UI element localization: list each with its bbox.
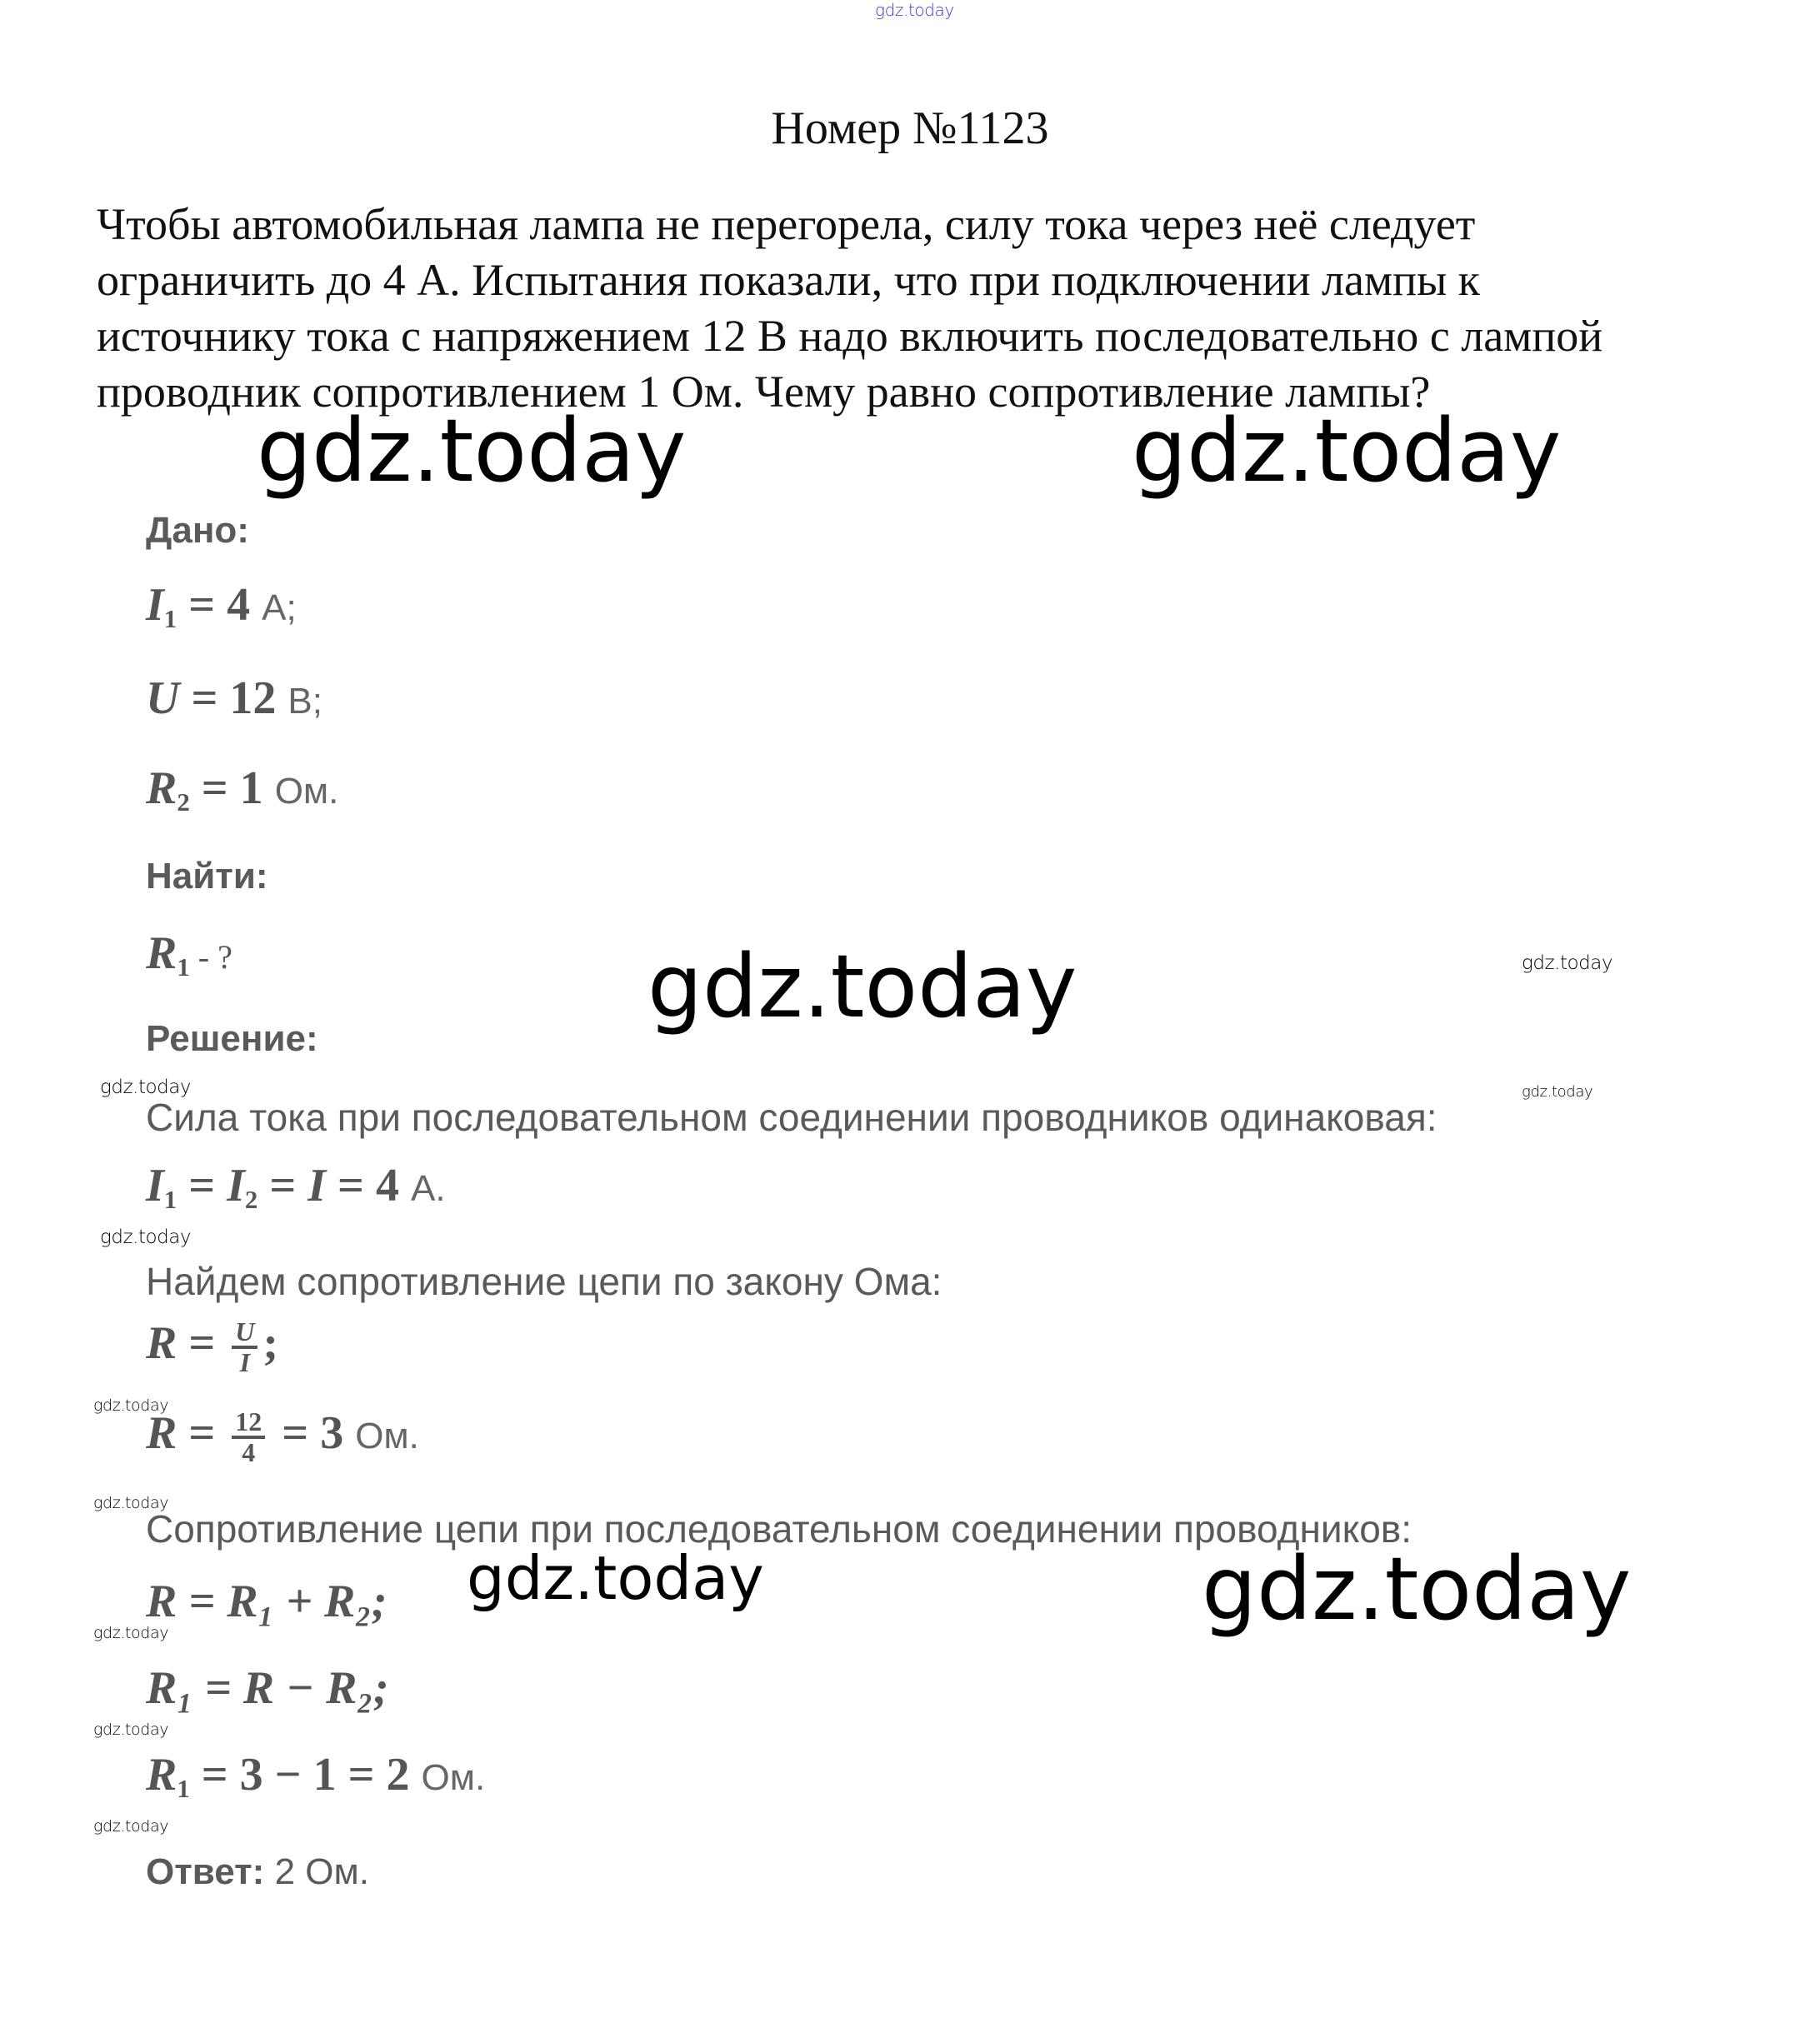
math-sub: 1	[163, 1186, 178, 1215]
given-label: Дано:	[146, 510, 249, 551]
equation-1: $I_1 = I_2 = I = 4$ А.	[146, 1160, 446, 1215]
math-sub: 1	[177, 1775, 190, 1804]
math-value: = 4	[326, 1160, 411, 1211]
fraction-denominator: I	[239, 1347, 251, 1378]
answer	[146, 1851, 369, 1893]
math-unit: В;	[288, 681, 322, 722]
math-sub: 2	[177, 788, 190, 817]
find-label: Найти:	[146, 856, 268, 897]
watermark: gdz.today	[257, 400, 687, 502]
watermark: gdz.today	[100, 1076, 192, 1098]
math-sub: 2	[244, 1186, 258, 1215]
page-title: Номер №1123	[771, 102, 1049, 154]
math-punct: ;	[262, 1317, 279, 1369]
watermark: gdz.today	[648, 936, 1078, 1037]
answer-label: Ответ:	[146, 1851, 265, 1892]
math-sub: 1	[177, 953, 190, 982]
equation-2	[146, 1316, 278, 1377]
math-value: - ?	[189, 938, 232, 976]
math-var: I	[146, 579, 164, 631]
math-var: I	[227, 1160, 245, 1211]
math-value: = 12	[179, 672, 288, 724]
watermark: gdz.today	[1522, 952, 1613, 974]
math-var: R	[146, 1749, 178, 1801]
given-current	[146, 578, 297, 634]
watermark: gdz.today	[93, 1817, 169, 1836]
math-unit: А;	[262, 587, 297, 628]
math-unit: Ом.	[355, 1416, 419, 1456]
fraction-numerator: 12	[232, 1408, 265, 1440]
watermark: gdz.today	[1132, 400, 1562, 502]
solution-text-2: Найдем сопротивление цепи по закону Ома:	[146, 1260, 942, 1303]
equation-3	[146, 1406, 419, 1467]
top-watermark: gdz.today	[875, 0, 954, 20]
math-sub: 1	[163, 605, 178, 634]
math-unit: Ом.	[274, 771, 339, 812]
math-unit: Ом.	[421, 1757, 486, 1798]
problem-text: Чтобы автомобильная лампа не перегорела, силу тока через неё следует ограничить до 4 А. Испытания показали, что при подключении лампы к источнику тока с напряжением 12 В надо включить последовательно с лампой проводник сопротивлением 1 Ом. Чему равно сопротивление лампы?	[97, 199, 1603, 417]
math-var: R	[146, 1317, 178, 1369]
math-value: = 3 − 1 = 2	[189, 1749, 422, 1801]
math-value: = 4	[177, 579, 262, 631]
fraction	[232, 1318, 258, 1377]
math-var: I	[146, 1160, 164, 1211]
fraction	[232, 1408, 265, 1467]
math-var: R	[146, 1407, 178, 1459]
watermark: gdz.today	[467, 1543, 764, 1613]
watermark: gdz.today	[93, 1494, 169, 1512]
math-op: =	[177, 1317, 228, 1369]
math-var: U	[146, 672, 180, 724]
equation-5: R₁ = R − R₂;	[146, 1662, 389, 1714]
equation-6	[146, 1748, 485, 1804]
watermark: gdz.today	[93, 1396, 169, 1415]
math-op: =	[177, 1407, 228, 1459]
watermark: gdz.today	[1522, 1083, 1593, 1101]
equation-4: R = R₁ + R₂;	[146, 1576, 388, 1627]
math-var: I	[308, 1160, 327, 1211]
given-resistance	[146, 762, 338, 817]
watermark: gdz.today	[93, 1624, 169, 1642]
given-voltage	[146, 672, 322, 725]
watermark: gdz.today	[100, 1226, 192, 1248]
math-value: = 3	[270, 1407, 356, 1459]
math-var: R	[146, 762, 178, 814]
watermark: gdz.today	[1202, 1538, 1632, 1640]
math-unit: А.	[410, 1168, 446, 1209]
solution-text-3: Сопротивление цепи при последовательном соединении проводников:	[146, 1507, 1412, 1551]
math-var: R	[146, 927, 178, 979]
answer-value: 2 Ом.	[264, 1851, 369, 1892]
solution-text-1: Сила тока при последовательном соединении проводников одинаковая:	[146, 1096, 1438, 1139]
math-value: = 1	[189, 762, 275, 814]
solution-label: Решение:	[146, 1018, 318, 1059]
fraction-denominator: 4	[242, 1437, 256, 1468]
fraction-numerator: U	[232, 1318, 258, 1350]
find-value	[146, 927, 232, 982]
watermark: gdz.today	[93, 1721, 169, 1739]
